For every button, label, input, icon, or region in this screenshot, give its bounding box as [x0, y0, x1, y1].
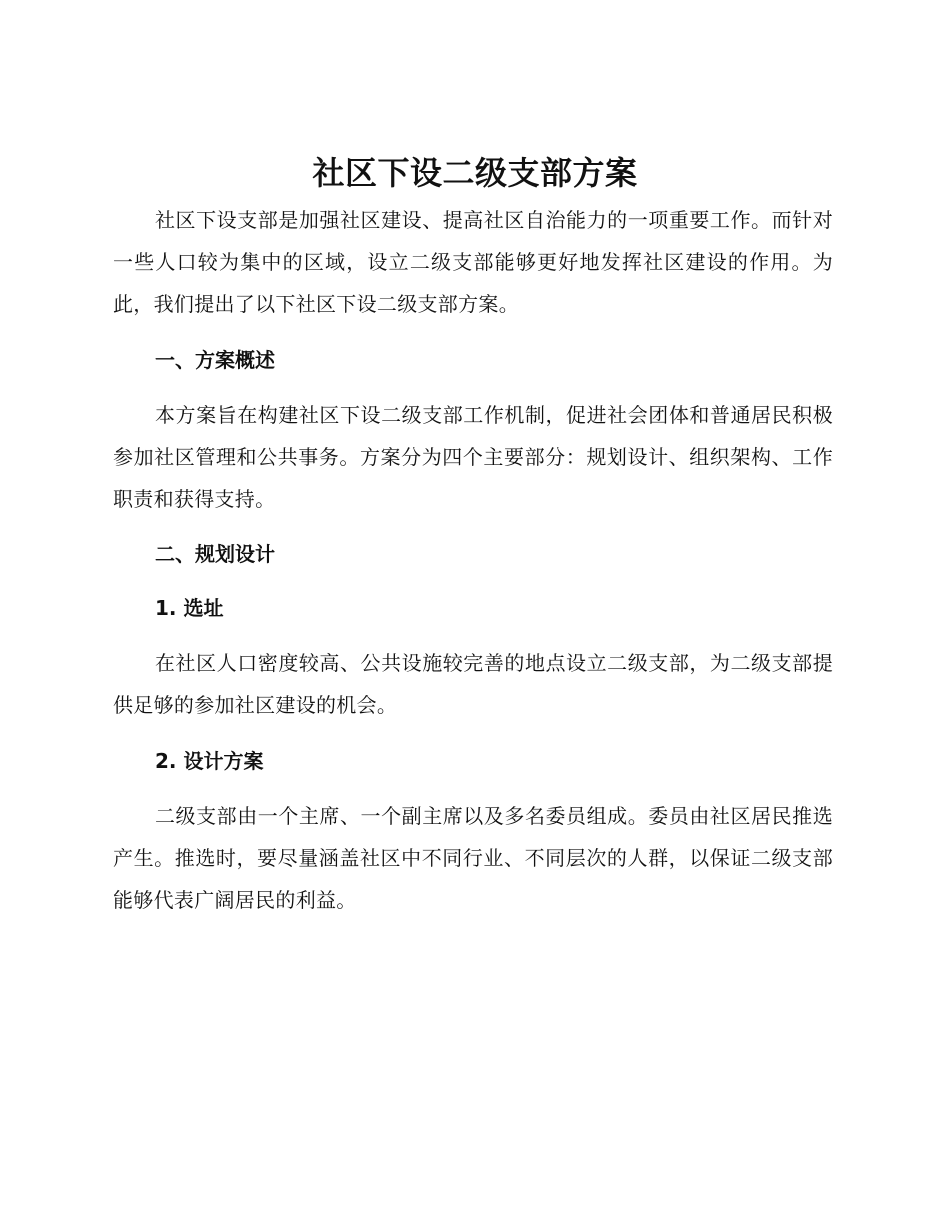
section-heading-planning: 二、规划设计 [155, 542, 275, 566]
intro-paragraph: 社区下设支部是加强社区建设、提高社区自治能力的一项重要工作。而针对一些人口较为集中的区域，设立二级支部能够更好地发挥社区建设的作用。为此，我们提出了以下社区下设二级支部方案。 [113, 208, 833, 316]
site-paragraph: 在社区人口密度较高、公共设施较完善的地点设立二级支部，为二级支部提供足够的参加社区建设的机会。 [113, 651, 833, 717]
subsection-heading-site: 1. 选址 [155, 596, 224, 620]
design-paragraph: 二级支部由一个主席、一个副主席以及多名委员组成。委员由社区居民推选产生。推选时，要尽量涵盖社区中不同行业、不同层次的人群，以保证二级支部能够代表广阔居民的利益。 [113, 804, 833, 912]
section-heading-overview: 一、方案概述 [155, 348, 275, 372]
overview-paragraph: 本方案旨在构建社区下设二级支部工作机制，促进社会团体和普通居民积极参加社区管理和公共事务。方案分为四个主要部分：规划设计、组织架构、工作职责和获得支持。 [113, 403, 833, 511]
subsection-heading-design: 2. 设计方案 [155, 749, 264, 773]
document-title: 社区下设二级支部方案 [312, 154, 638, 192]
